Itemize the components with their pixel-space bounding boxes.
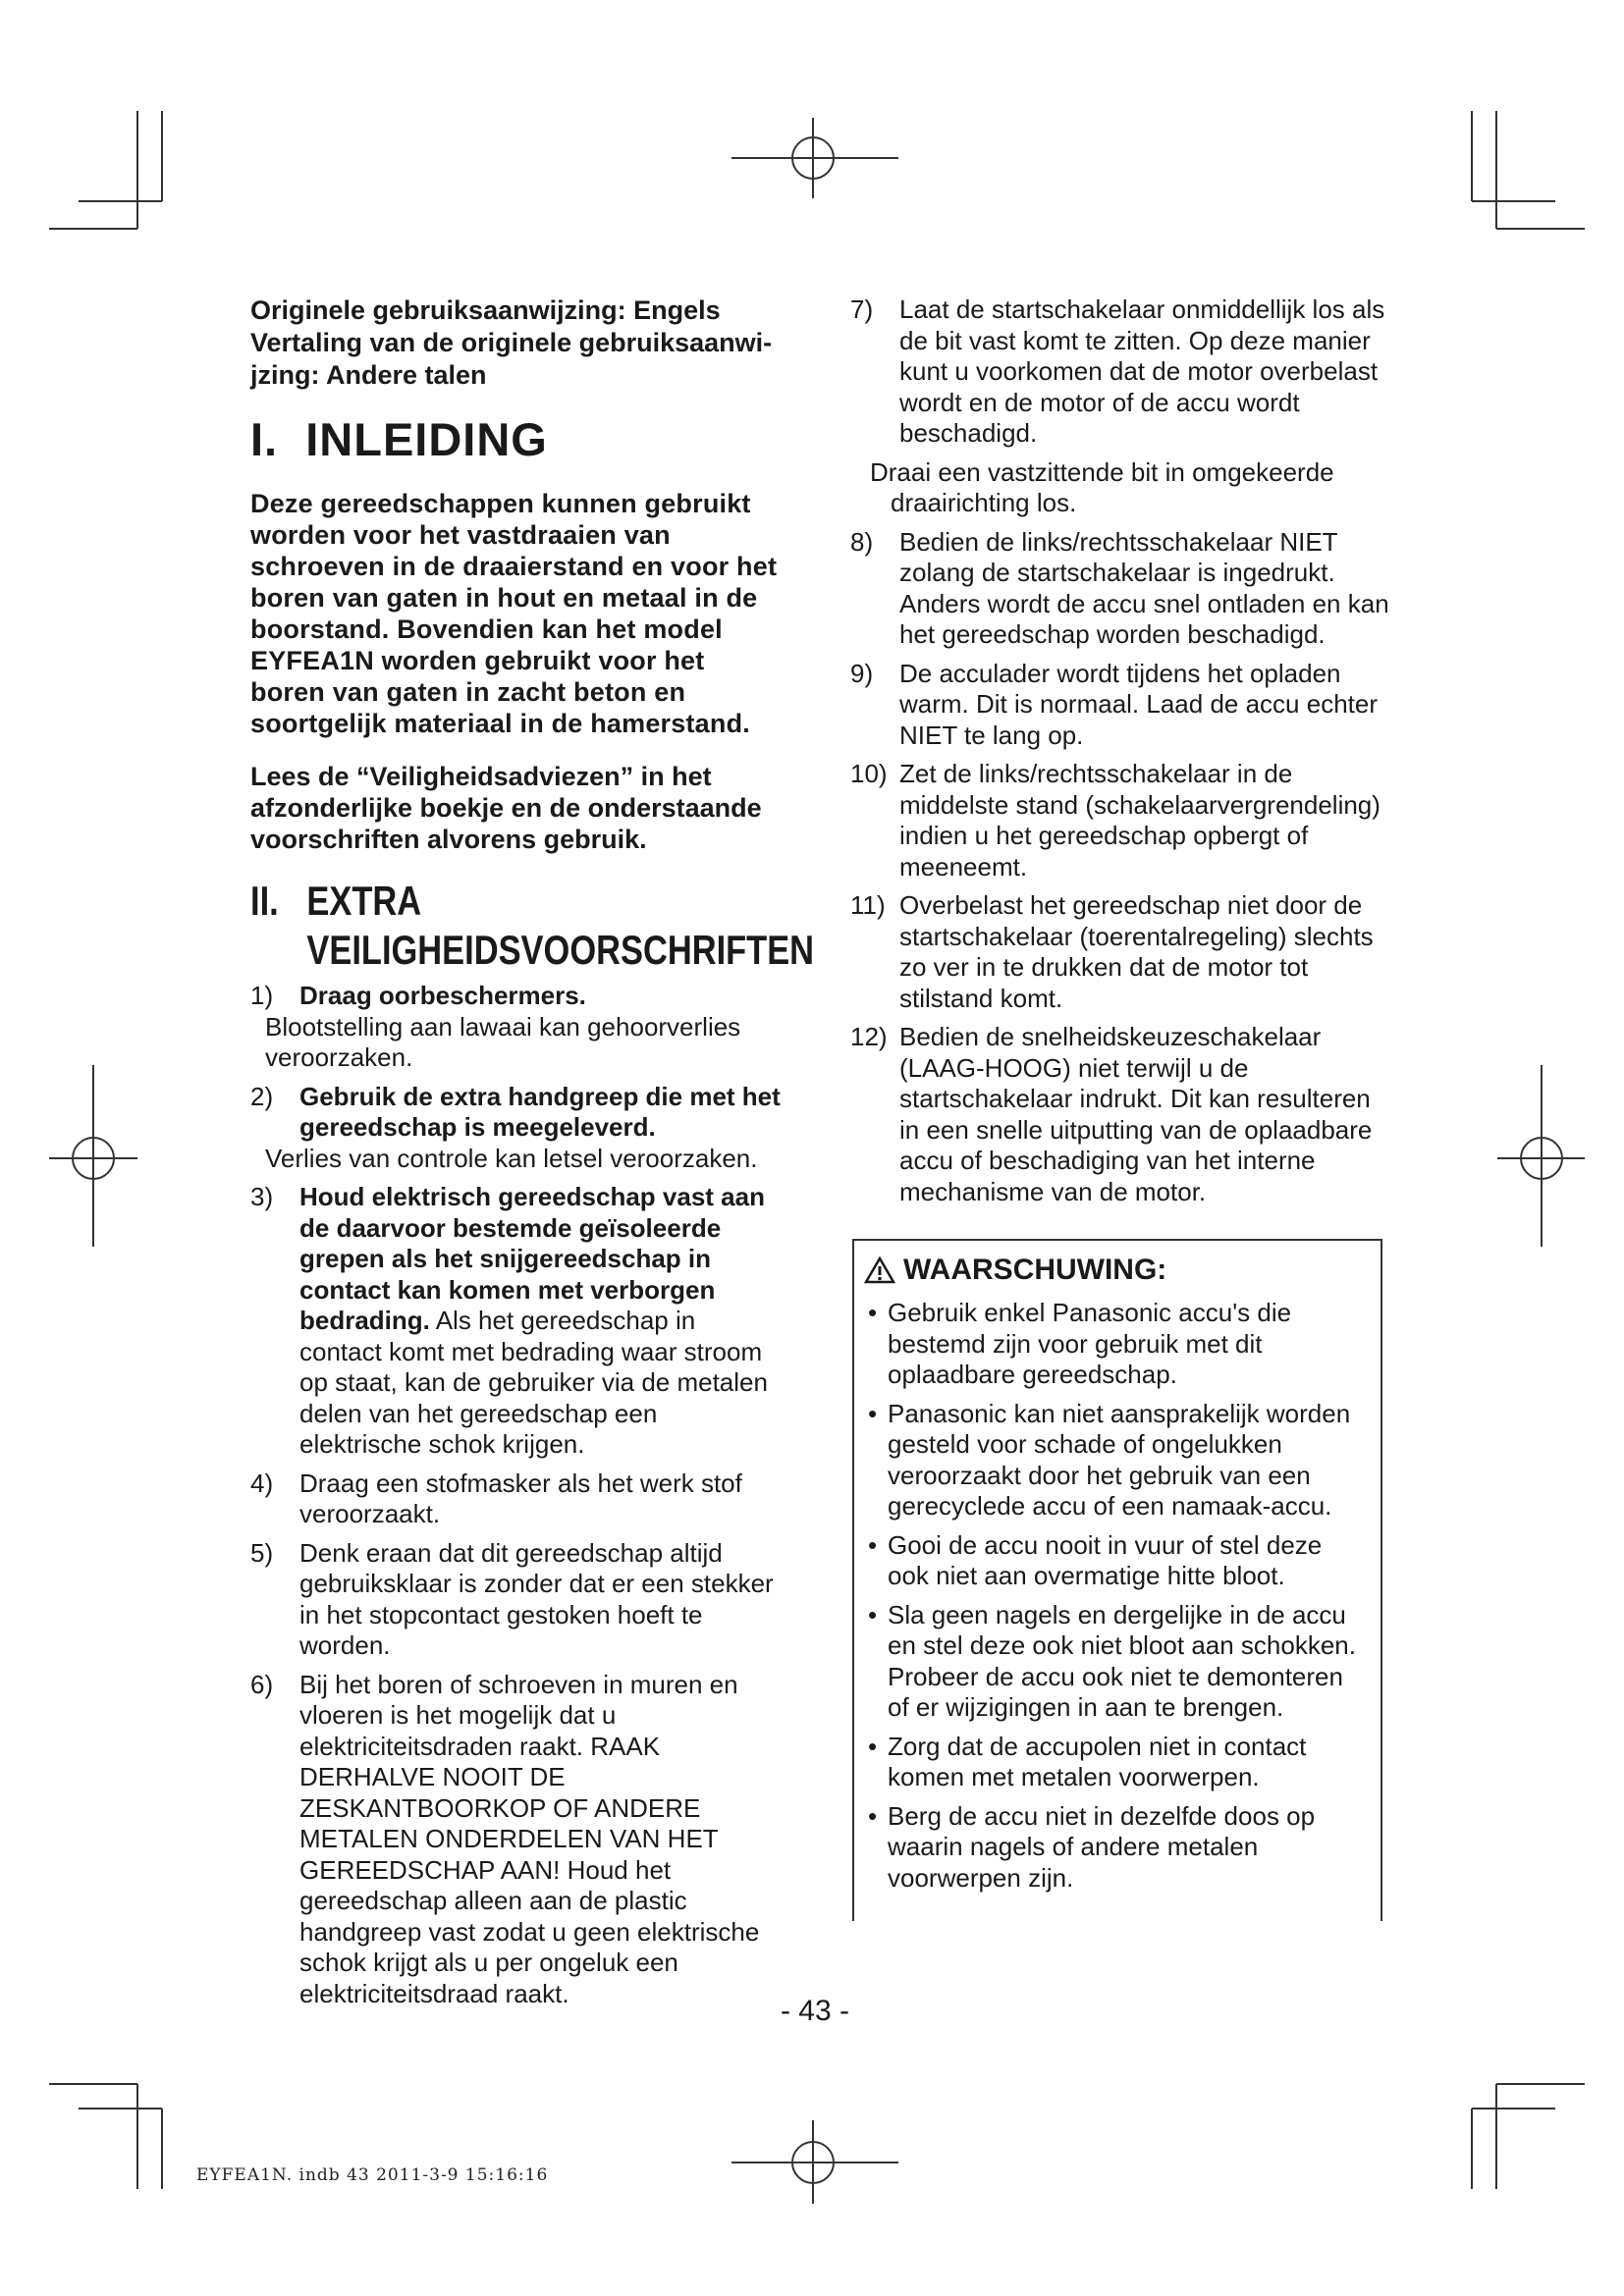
item-number: 11) (850, 890, 886, 920)
item-text: Zet de links/rechtsschakelaar in de middelste stand (schakelaarvergrendeling) indien u het gereedschap opbergt of meeneemt. (899, 759, 1380, 881)
section-1-number: I. (250, 413, 279, 465)
item-number: 3) (250, 1182, 274, 1211)
list-item (250, 981, 781, 1074)
warning-heading (864, 1253, 1363, 1288)
language-note (250, 294, 781, 392)
item-text: Bedien de links/rechtsschakelaar NIET zolang de startschakelaar is ingedrukt. Anders wordt de accu snel ontladen en kan het gereedschap worden beschadigd. (899, 526, 1389, 649)
warning-item: • Sla geen nagels en dergelijke in de accu en stel deze ook niet bloot aan schokken. Probeer de accu ook niet te demonteren of er wijzigingen in aan te brengen. (864, 1600, 1363, 1724)
list-item (250, 1082, 781, 1175)
warning-item: • Berg de accu niet in dezelfde doos op waarin nagels of andere metalen voorwerpen zijn. (864, 1801, 1363, 1895)
warning-title: WAARSCHUWING: (903, 1254, 1167, 1286)
warning-item: • Gebruik enkel Panasonic accu's die bestemd zijn voor gebruik met dit oplaadbare gereedschap. (864, 1298, 1363, 1391)
list-item (850, 890, 1392, 1014)
item-text: Denk eraan dat dit gereedschap altijd gebruiksklaar is zonder dat er een stekker in het stopcontact gestoken hoeft te worden. (299, 1537, 774, 1660)
section-2-title-line1: EXTRA (306, 878, 422, 924)
warning-item: • Panasonic kan niet aansprakelijk worden gesteld voor schade of ongelukken veroorzaakt door het gebruik van een gerecyclede accu of een namaak-accu. (864, 1399, 1363, 1522)
item-text: Als het gereedschap in contact komt met bedrading waar stroom op staat, kan de gebruiker via de metalen delen van het gereedschap een elektrische schok krijgen. (299, 1306, 768, 1459)
item-text: Bij het boren of schroeven in muren en vloeren is het mogelijk dat u elektriciteitsdraden raakt. RAAK DERHALVE NOOIT DE ZESKANTBOORKOP OF ANDERE METALEN ONDERDELEN VAN HET GEREEDSCHAP AAN! Houd het gereedschap alleen aan de plastic handgreep vast zodat u geen elektrische schok krijgt als u per ongeluk een elektriciteitsdraad raakt. (299, 1669, 760, 2008)
section-2-heading (250, 877, 815, 975)
safety-list-right-continued (850, 527, 1392, 1208)
warning-triangle-icon (864, 1256, 895, 1284)
item-7-sub-note: Draai een vastzittende bit in omgekeerde draairichting los. (870, 456, 1334, 517)
item-number: 7) (850, 294, 874, 324)
original-language: Originele gebruiksaanwijzing: Engels (250, 295, 721, 325)
section-1-heading (250, 413, 781, 466)
item-number: 10) (850, 759, 888, 788)
item-text: Blootstelling aan lawaai kan gehoorverlies veroorzaken. (265, 1011, 741, 1072)
list-item (250, 1670, 781, 2010)
item-number: 2) (250, 1081, 274, 1111)
warning-box (852, 1239, 1382, 1921)
section-2-number: II. (250, 878, 279, 924)
warning-list (864, 1298, 1363, 1894)
list-item (250, 1182, 781, 1461)
item-text: Overbelast het gereedschap niet door de startschakelaar (toerentalregeling) slechts zo ver in te drukken dat de motor tot stilstand komt. (899, 890, 1374, 1013)
intro-paragraph: Deze gereedschappen kunnen gebruikt worden voor het vastdraaien van schroeven in de draaierstand en voor het boren van gaten in hout en metaal in de boorstand. Bovendien kan het model EYFEA1N worden gebruikt voor het boren van gaten in zacht beton en soortgelijk materiaal in de hamerstand. (250, 489, 778, 738)
print-footer: EYFEA1N. indb 43 2011-3-9 15:16:16 (196, 2165, 549, 2185)
item-number: 4) (250, 1468, 274, 1498)
item-number: 6) (250, 1669, 274, 1699)
item-number: 9) (850, 658, 874, 688)
item-number: 12) (850, 1022, 888, 1051)
list-item (850, 294, 1392, 450)
safety-list-right (850, 294, 1392, 450)
item-text: De acculader wordt tijdens het opladen warm. Dit is normaal. Laad de accu echter NIET te lang op. (899, 658, 1378, 750)
item-number: 5) (250, 1537, 274, 1568)
item-number: 8) (850, 526, 874, 557)
warning-item: • Zorg dat de accupolen niet in contact komen met metalen voorwerpen. (864, 1732, 1363, 1793)
list-item (850, 759, 1392, 882)
page-number: - 43 - (780, 1995, 850, 2027)
right-column (850, 294, 1392, 1921)
section-1-title: INLEIDING (305, 413, 548, 465)
section-2-title-line2: VEILIGHEIDSVOORSCHRIFTEN (306, 927, 815, 973)
list-item (250, 1538, 781, 1662)
item-text: Bedien de snelheidskeuzeschakelaar (LAAG-HOOG) niet terwijl u de startschakelaar indrukt. Dit kan resulteren in een snelle uitputting van de oplaadbare accu of beschadiging van het interne mechanisme van de motor. (899, 1022, 1373, 1206)
read-note: Lees de “Veiligheidsadviezen” in het afzonderlijke boekje en de onderstaande voorschriften alvorens gebruik. (250, 762, 762, 854)
item-text: Draag een stofmasker als het werk stof veroorzaakt. (299, 1468, 742, 1528)
list-item (250, 1468, 781, 1530)
translation-note: Vertaling van de originele gebruiksaanwi- jzing: Andere talen (250, 328, 773, 390)
warning-item: • Gooi de accu nooit in vuur of stel deze ook niet aan overmatige hitte bloot. (864, 1530, 1363, 1592)
item-bold-text: Gebruik de extra handgreep die met het gereedschap is meegeleverd. (299, 1081, 781, 1142)
list-item (850, 659, 1392, 752)
list-item (850, 1022, 1392, 1207)
item-bold-text: Houd elektrisch gereedschap vast aan de daarvoor bestemde geïsoleerde grepen als het snijgereedschap in contact kan komen met verborgen bedrading. (299, 1182, 765, 1335)
item-bold-text: Draag oorbeschermers. (299, 981, 586, 1010)
item-text: Laat de startschakelaar onmiddellijk los als de bit vast komt te zitten. Op deze manier kunt u voorkomen dat de motor overbelast wordt en de motor of de accu wordt beschadigd. (899, 294, 1385, 448)
section-2-title (306, 877, 814, 975)
item-text: Verlies van controle kan letsel veroorzaken. (265, 1143, 758, 1173)
list-item (850, 527, 1392, 651)
safety-list-left (250, 981, 781, 2009)
left-column (250, 294, 815, 2017)
item-number: 1) (250, 981, 274, 1010)
